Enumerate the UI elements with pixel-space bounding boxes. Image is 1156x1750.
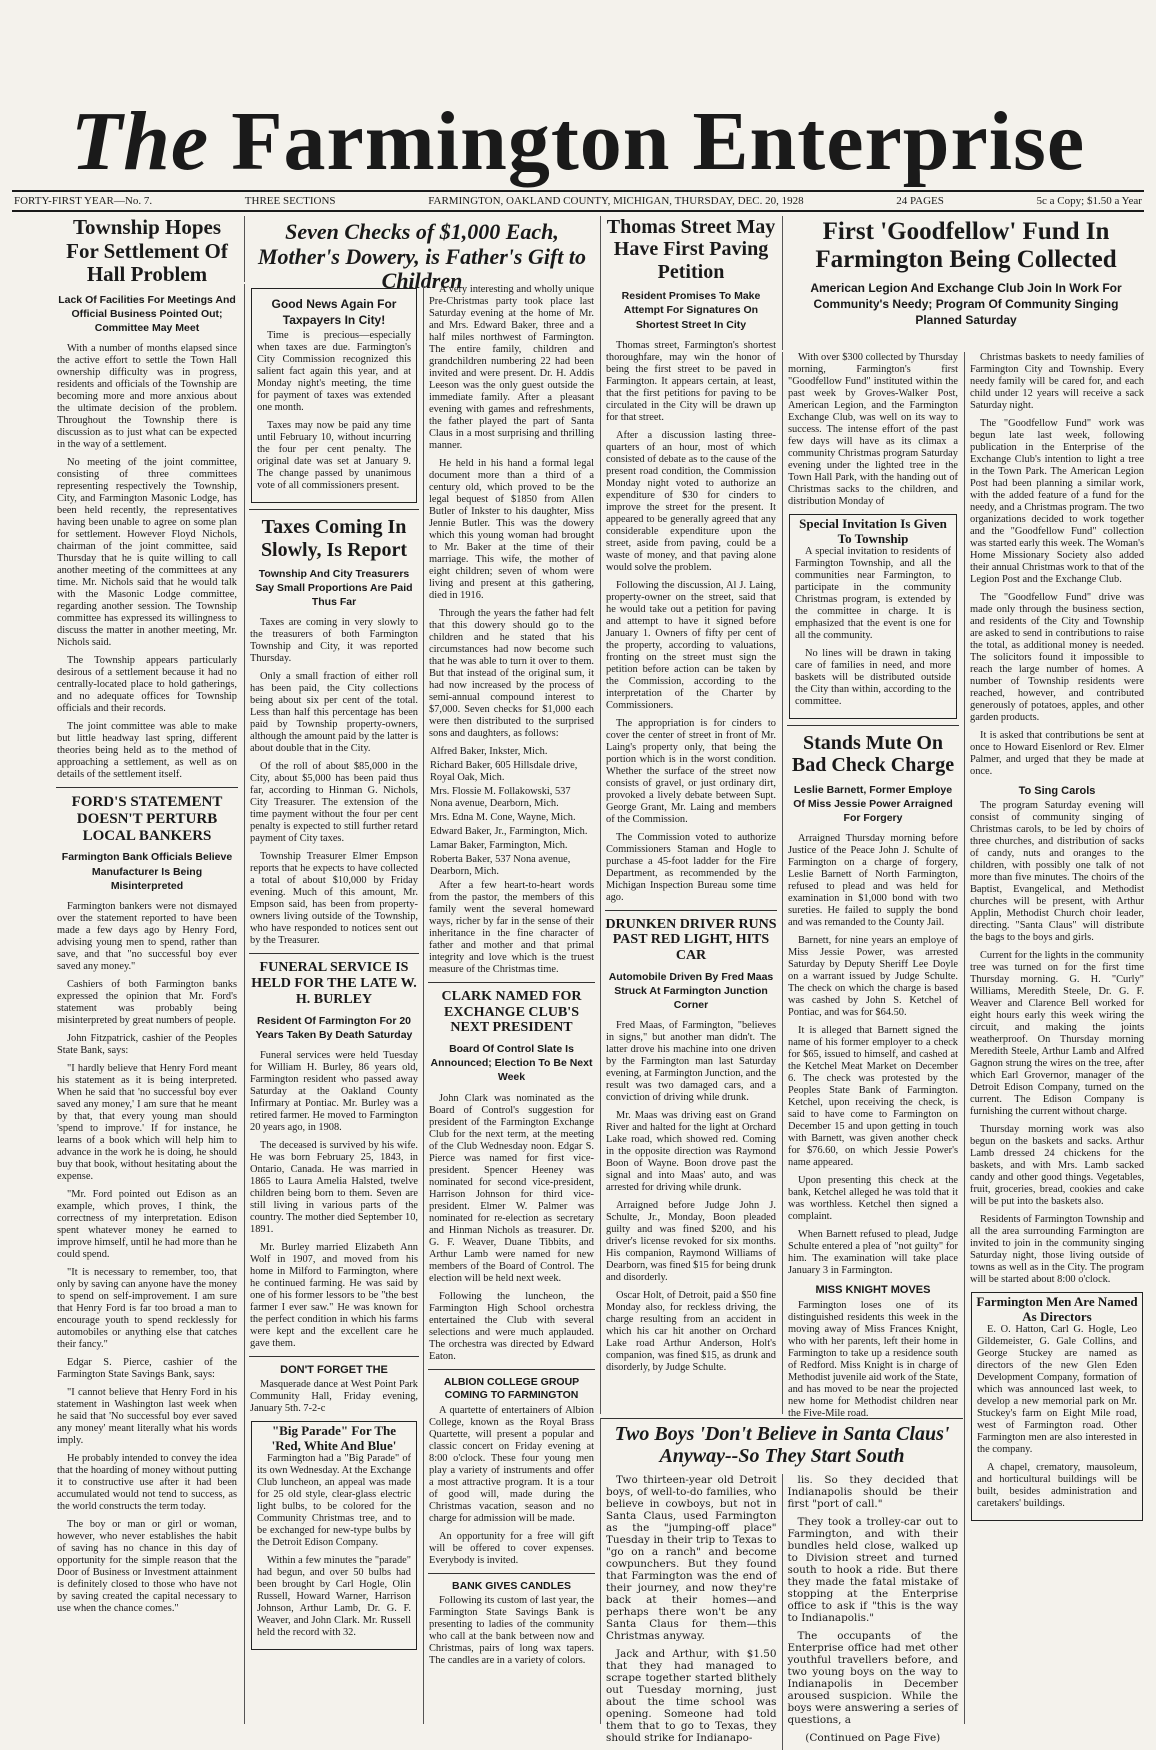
dek-bad-check: Leslie Barnett, Former Employe Of Miss Jessie Power Arraigned For Forgery: [793, 783, 953, 825]
headline-township-hall: Township Hopes For Settlement Of Hall Problem: [66, 215, 228, 287]
notice-headline: DON'T FORGET THE: [280, 1363, 388, 1376]
article-paragraph: Oscar Holt, of Detroit, paid a $50 fine Monday also, for reckless driving, the charge resulting from an accident in which his car hit another on Orchard Lake road Arthur Anderson, Holt's companion, was fined $15, as drunk and disorderly, by Judge Schulte.: [606, 1290, 776, 1374]
column-4: [600, 216, 781, 1414]
subhead-sing-carols: To Sing Carols: [1018, 785, 1096, 797]
article-paragraph: He held in his hand a formal legal document more than a third of a century old, which proved to be the legal bequest of $1850 from Allen Butler of Inkster to his daughter, Miss Jennie Butler. This was the dowery which this young woman had brought to Mr. Baker at the time of their marriage. This wife, the mother of eight children; seven of whom were living and present at this gathering, died in 1916.: [429, 458, 594, 601]
article-paragraph: The Township appears particularly desirous of a settlement because it had no centrally-located place to hold gatherings, and no adequate offices for Township officials and their records.: [57, 655, 237, 715]
article-paragraph: When Barnett refused to plead, Judge Schulte entered a plea of "not guilty" for him. The examination will take place January 3 in Farmington.: [788, 1229, 958, 1277]
story-two-boys: [600, 1418, 963, 1744]
article-paragraph: He probably intended to convey the idea that the hoarding of money without putting it to constructive use after it had been accumulated would not tend to success, as the world constructs the term today.: [57, 1452, 237, 1512]
article-paragraph: Only a small fraction of either roll has been paid, the City collections being about six per cent of the total. Less than half this percentage has been paid by Township property-owners, although the amount paid by the latter is about double that in the City.: [250, 671, 418, 755]
article-paragraph: A quartette of entertainers of Albion College, known as the Royal Brass Quartette, will present a popular and classic concert on Friday evening at 8:00 o'clock. These four young men play a variety of instruments and offer a most attractive program. It is a tour of good will, made during the Christmas vacation, season and no charge for admission will be made.: [429, 1404, 594, 1524]
article-paragraph: Farmington bankers were not dismayed over the statement reported to have been made a few days ago by Henry Ford, advising young men to spend, rather than save, and that "no successful boy ever saved any money.": [57, 900, 237, 972]
list-item: Lamar Baker, Farmington, Mich.: [430, 840, 568, 851]
dek-township-hall: Lack Of Facilities For Meetings And Official Business Pointed Out; Committee May Meet: [58, 293, 236, 334]
headline-ford-statement: FORD'S STATEMENT DOESN'T PERTURB LOCAL BANKERS: [71, 794, 223, 844]
notice-code: 7-2-c: [303, 1403, 326, 1415]
folio-price: 5c a Copy; $1.50 a Year: [1036, 195, 1142, 207]
list-item: Roberta Baker, 537 Nona avenue, Dearborn, Mich.: [430, 854, 571, 877]
continued-notice: (Continued on Page Five): [805, 1731, 941, 1744]
list-item: Mrs. Edna M. Cone, Wayne, Mich.: [430, 812, 576, 823]
column-1: [52, 216, 242, 1724]
article-paragraph: They took a trolley-car out to Farmington, and with their bundles held close, walked up to Division street and turned south to hook a ride. But there they made the fatal mistake of stopping at the Enterprise office to ask if "this is the way to Indianapolis.": [787, 1515, 958, 1624]
column-3: [423, 284, 599, 1724]
dek-funeral: Resident Of Farmington For 20 Years Taken By Death Saturday: [255, 1014, 413, 1041]
article-paragraph: The appropriation is for cinders to cover the center of street in front of Mr. Laing's property only, that being the portion which is in the worst condition. Whether the surface of the street now consists of gravel, or just ordinary dirt, provoked a lively debate between Supt. George Grant, Mr. Laing and members of the Commission.: [606, 717, 776, 825]
list-item: Edward Baker, Jr., Farmington, Mich.: [430, 826, 588, 837]
box-big-parade-headline: "Big Parade" For The 'Red, White And Blue': [271, 1423, 397, 1453]
headline-bank-candles: BANK GIVES CANDLES: [451, 1579, 571, 1592]
box-special-invitation-headline: Special Invitation Is Given To Township: [799, 516, 947, 546]
box-paragraph: E. O. Hatton, Carl G. Hogle, Leo Gildemeister, G. Gale Collins, and George Stuckey are named as directors of the new Glen Eden Development Company, formation of which was announced last week, to develop a new memorial park on Mr. Stuckey's farm on Eight Mile road, west of Farmington road. Other Farmington men are also interested in the company.: [977, 1324, 1137, 1456]
article-paragraph: Farmington loses one of its distinguished residents this week in the moving away of Miss Frances Knight, who with her parents, left their home in Farmington to take up a residence south of Redford. Miss Knight is in charge of Methodist juvenile aid work of the State, and has moved to be near the projected new home for Methodist children near the Five-Mile road.: [788, 1299, 958, 1419]
article-paragraph: Following the discussion, Al J. Laing, property-owner on the street, said that he would take out a petition for paving and attempt to have it signed before January 1. Owners of fifty per cent of the property, according to valuations, fronting on the street must sign the petition before action can be taken by the Commission, according to the interpretation of the Charter by Commissioners.: [606, 579, 776, 711]
divider: [56, 787, 238, 788]
divider: [428, 982, 595, 983]
folio-line: [12, 190, 1144, 212]
box-directors: [971, 1292, 1143, 1521]
folio-dateline: FARMINGTON, OAKLAND COUNTY, MICHIGAN, THURSDAY, DEC. 20, 1928: [428, 195, 804, 207]
article-paragraph: The Commission voted to authorize Commissioners Staman and Hogle to purchase a 45-foot ladder for the Fire Department, as recommended by the Michigan Inspection Bureau some time ago.: [606, 831, 776, 903]
box-big-parade: [251, 1421, 417, 1650]
article-paragraph: John Clark was nominated as the Board of Control's suggestion for president of the Farmington Exchange Club for the next term, at the meeting of the Club Wednesday noon. Edgar S. Pierce was named for first vice-president. Spencer Heeney was nominated for second vice-president, Harrison Johnson for third vice-president. Elmer W. Palmer was nominated for re-election as secretary and Hinman Nichols as treasurer. Dr. G. F. Weaver, Duane Tibbits, and Arthur Lamb were named for new members of the Board of Control. The election will be held next week.: [429, 1092, 594, 1284]
article-paragraph: The occupants of the Enterprise office had met other youthful travellers before, and two young boys on the way to Indianapolis in December aroused suspicion. While the boys were answering a series of questions, a: [787, 1629, 958, 1726]
article-paragraph: Of the roll of about $85,000 in the City, about $5,000 has been paid thus far, according to Hinman G. Nichols, City Treasurer. The extension of the time payment without the four per cent penalty is expected to still further retard payment of City taxes.: [250, 761, 418, 845]
headline-goodfellow: First 'Goodfellow' Fund In Farmington Being Collected: [815, 218, 1117, 273]
article-paragraph: Thursday morning work was also begun on the baskets and sacks. Arthur Lamb dressed 24 chickens for the baskets, and with Mrs. Lamb sacked candy and other good things. Vegetables, fruit, groceries, bread, cookies and cake will be put into the baskets also.: [970, 1124, 1144, 1208]
two-boys-left: [601, 1474, 783, 1750]
article-paragraph: With over $300 collected by Thursday morning, Farmington's first "Goodfellow Fund" instituted within the past week by Groves-Walker Post, American Legion, and the Farmington Exchange Club, was well on its way to success. The intense effort of the past few days will have as its climax a community Christmas program Saturday evening under the lighted tree in the Town Hall Park, with the handing out of Christmas sacks to the children, and distribution Monday of: [788, 352, 958, 507]
masthead-the: The: [70, 95, 210, 188]
article-paragraph: Christmas baskets to needy families of Farmington City and Township. Every needy family will be cared for, and each child under 12 years will receive a sack Saturday night.: [970, 352, 1144, 411]
column-6: [964, 352, 1149, 1724]
article-paragraph: After a discussion lasting three-quarters of an hour, most of which consisted of debate as to the cause of the present road condition, the Commission Monday night voted to authorize an expenditure of $30 for cinders to improve the street for the present. It appeared to be generally agreed that any considerable expenditure upon the street, aside from paving, could be a waste of money, and that paving alone would solve the problem.: [606, 429, 776, 573]
two-boys-columns: [601, 1474, 963, 1750]
article-paragraph: Jack and Arthur, with $1.50 that they had managed to scrape together started blithely out Tuesday morning, just about the time school was opening. Someone had told them that to go to Texas, they should strike for Indianapo-: [606, 1647, 777, 1744]
folio-pages: 24 PAGES: [896, 195, 944, 207]
box-good-news-headline: Good News Again For Taxpayers In City!: [271, 297, 397, 327]
article-paragraph: Arraigned Thursday morning before Justice of the Peace John J. Schulte of Farmington on a charge of forgery, Leslie Barnett of North Farmington, refused to plead and was held for examination in $1,000 bond with two sureties. He failed to supply the bond and was remanded to the County Jail.: [788, 833, 958, 929]
box-paragraph: Within a few minutes the "parade" had begun, and over 50 bulbs had been brought by Carl Hogle, Olin Russell, Howard Warner, Harrison Johnson, Arthur Lamb, Dr. G. F. Weaver, and John Clark. Mr. Russell held the record with 32.: [257, 1555, 411, 1639]
box-special-invitation: [789, 514, 957, 719]
box-directors-headline: Farmington Men Are Named As Directors: [976, 1294, 1138, 1324]
divider: [249, 953, 419, 954]
recipients-list: [430, 746, 593, 878]
box-paragraph: No lines will be drawn in taking care of families in need, and more baskets will be distributed outside the City than within, according to the committee.: [795, 648, 951, 708]
box-paragraph: Taxes may now be paid any time until February 10, without incurring the four per cent penalty. The original date was set at January 9. The change passed by unanimous vote of all commissioners present.: [257, 420, 411, 492]
two-boys-right: [783, 1474, 964, 1750]
divider: [249, 1356, 419, 1357]
article-paragraph: Two thirteen-year old Detroit boys, of well-to-do families, who believe in cowboys, but not in Santa Claus, used Farmington as the "jumping-off place" Tuesday in their trip to Texas to "go on a ranch" and become cowpunchers. But they found that Farmington was the end of their journey, and now they're back at their homes—and perhaps there won't be any Santa Claus for them—this Christmas anyway.: [606, 1473, 777, 1642]
divider: [428, 1573, 595, 1574]
article-paragraph: The "Goodfellow Fund" work was begun late last week, following publication in the Enterprise of the Exchange Club's intention to light a tree in the Town Park. The American Legion Post had been planning a similar work, with the added feature of a fund for the needy, and a Christmas program. The two organizations decided to work together and the "Goodfellow Fund" collection was started early this week. The Woman's Home Missionary Society also added their annual Christmas work to that of the Legion Post and the Exchange Club.: [970, 418, 1144, 585]
article-paragraph: lis. So they decided that Indianapolis should be their first "port of call.": [787, 1473, 958, 1510]
headline-dowery: Seven Checks of $1,000 Each, Mother's Dowery, is Father's Gift to Children: [258, 219, 586, 294]
dek-drunken-driver: Automobile Driven By Fred Maas Struck At Farmington Junction Corner: [608, 970, 774, 1012]
list-item: Richard Baker, 605 Hillsdale drive, Royal Oak, Mich.: [430, 760, 578, 783]
masthead-title: Farmington Enterprise: [231, 95, 1086, 188]
notice-text: Masquerade dance at West Point Park Community Hall, Friday evening, January 5th. 7-2-c: [250, 1379, 418, 1415]
article-paragraph: "Mr. Ford pointed out Edison as an example, which proves, I think, the correctness of my interpretation. Edison spent whatever money he earned to improve himself, until he had more than he could spend.: [57, 1188, 237, 1260]
article-paragraph: "I hardly believe that Henry Ford meant his statement as it is being interpreted. When he said that 'no successful boy ever saved any money,' I am sure that he meant by that, that every young man should 'spend to improve.' If for instance, he learns of a book which will help him to advance in the work he is doing, he should buy that book, without hesitating about the expense.: [57, 1062, 237, 1182]
divider: [249, 509, 419, 510]
headline-funeral: FUNERAL SERVICE IS HELD FOR THE LATE W. H. BURLEY: [251, 960, 417, 1007]
article-paragraph: Taxes are coming in very slowly to the treasurers of both Farmington Township and City, it was reported Thursday.: [250, 617, 418, 665]
article-paragraph: Fred Maas, of Farmington, "believes in signs," but another man didn't. The latter drove his machine into one driven by the Farmington man last Saturday evening, at Farmington Junction, and the result was two damaged cars, and a conviction of driving while drunk.: [606, 1020, 776, 1104]
article-paragraph: John Fitzpatrick, cashier of the Peoples State Bank, says:: [57, 1032, 237, 1056]
headline-taxes-slowly: Taxes Coming In Slowly, Is Report: [260, 516, 408, 561]
article-paragraph: Edgar S. Pierce, cashier of the Farmington State Savings Bank, says:: [57, 1356, 237, 1380]
article-paragraph: The program Saturday evening will consist of community singing of Christmas carols, to be led by choirs of three churches, and distribution of sacks of candy, nuts and oranges to the children, with possibly one talk of not more than five minutes. The choirs of the Baptist, Evangelical, and Methodist churches will be present, with Arthur Applin, Methodist Church choir leader, directing. "Santa Claus" will distribute the bags to the boys and girls.: [970, 800, 1144, 944]
article-paragraph: Following its custom of last year, the Farmington State Savings Bank is presenting to ladies of the community who call at the bank between now and Christmas, pairs of long wax tapers. The candles are in a variety of colors.: [429, 1595, 594, 1667]
article-paragraph: Cashiers of both Farmington banks expressed the opinion that Mr. Ford's statement was probably being misinterpreted by great numbers of people.: [57, 978, 237, 1026]
headline-two-boys: Two Boys 'Don't Believe in Santa Claus' Anyway--So They Start South: [614, 1423, 950, 1468]
article-paragraph: Residents of Farmington Township and all the area surrounding Farmington are invited to join in the community singing Saturday night, those living outside of towns as well as in the City. The program will be started about 8:00 o'clock.: [970, 1214, 1144, 1286]
box-paragraph: Time is precious—especially when taxes are due. Farmington's City Commission recognized this salient fact again this year, and at Monday night's meeting, the time for payment of taxes was extended one month.: [257, 330, 411, 414]
article-paragraph: The boy or man or girl or woman, however, who never establishes the habit of saving has no chance in this day of opportunity for the simple reason that the Door of Business or Investment attainment is definitely closed to those who have not by saving created the capital necessary to use when the chance comes.": [57, 1518, 237, 1614]
list-item: Alfred Baker, Inkster, Mich.: [430, 746, 548, 757]
article-paragraph: Mr. Maas was driving east on Grand River and halted for the light at Orchard Lake road, which showed red. Coming in the opposite direction was Raymond Boon of Wayne. Boon drove past the signal and into Maas' auto, and was arrested for driving while drunk.: [606, 1110, 776, 1194]
dek-goodfellow: American Legion And Exchange Club Join In Work For Community's Needy; Program Of Community Singing Planned Saturday: [810, 281, 1122, 328]
article-paragraph: No meeting of the joint committee, consisting of three committees representing respectively the Township, City, and Farmington Masonic Lodge, has been held recently, the representatives having been unable to agree on some plan for settlement. However Floyd Nichols, chairman of the joint committee, said Thursday that he is quite willing to call another meeting of the committees at any time. Mr. Nichols said that he would talk with the Masonic Lodge committee, regarding another session. The Township committee has expressed its willingness to discuss the matter in another meeting, Mr. Nichols said.: [57, 457, 237, 649]
article-paragraph: Following the luncheon, the Farmington High School orchestra entertained the Club with several selections and were much applauded. The orchestra was directed by Edward Eaton.: [429, 1290, 594, 1362]
headline-albion: ALBION COLLEGE GROUP COMING TO FARMINGTON: [443, 1375, 580, 1402]
dek-taxes-slowly: Township And City Treasurers Say Small Proportions Are Paid Thus Far: [255, 567, 413, 609]
article-paragraph: With a number of months elapsed since the active effort to settle the Town Hall ownership difficulty was in progress, residents and officials of the Township are becoming more and more anxious about the ultimate decision of the problem. Throughout the Township there is discussion as to just what can be expected in the way of a settlement.: [57, 343, 237, 451]
article-paragraph: The "Goodfellow Fund" drive was made only through the business section, and residents of the City and Township are asked to send in contributions to raise the total, as additional money is needed. The solicitors found it impossible to reach the large number of homes. A number of Township residents were reached, however, and contributed generously of potatoes, apples, and other garden products.: [970, 592, 1144, 723]
box-paragraph: Farmington had a "Big Parade" of its own Wednesday. At the Exchange Club luncheon, an appeal was made for 25 old style, clear-glass electric light bulbs, to be colored for the Community Christmas tree, and to be exchanged for new-type bulbs by the Detroit Edison Company.: [257, 1453, 411, 1549]
folio-sections: THREE SECTIONS: [244, 195, 336, 207]
article-paragraph: It is asked that contributions be sent at once to Howard Eisenlord or Rev. Elmer Palmer, and urged that they be made at once.: [970, 730, 1144, 777]
headline-miss-knight: MISS KNIGHT MOVES: [815, 1284, 931, 1297]
article-paragraph: An opportunity for a free will gift will be offered to cover expenses. Everybody is invited.: [429, 1530, 594, 1566]
column-5: [782, 352, 963, 1419]
dek-ford-statement: Farmington Bank Officials Believe Manufacturer Is Being Misinterpreted: [61, 851, 233, 892]
article-paragraph: "I cannot believe that Henry Ford in his statement in Washington last week when he said that 'No successful boy ever saved any money' meant literally what his words imply.: [57, 1386, 237, 1446]
headline-span-dowery: [244, 216, 599, 294]
dek-clark-named: Board Of Control Slate Is Announced; Election To Be Next Week: [430, 1043, 593, 1084]
article-paragraph: The deceased is survived by his wife. He was born February 25, 1843, in Ontario, Canada. He was married in 1865 to Laura Amelia Halsted, twelve children being born to them. Seven are still living in various parts of the country. The mother died September 10, 1891.: [250, 1139, 418, 1235]
masthead: [0, 96, 1156, 188]
article-paragraph: After a few heart-to-heart words from the pastor, the members of this family went the several homeward ways, richer by far in the sense of their inheritance in the fine character of father and mother and that primal integrity and love which is the truest measure of the Christmas time.: [429, 880, 594, 975]
headline-drunken-driver: DRUNKEN DRIVER RUNS PAST RED LIGHT, HITS CAR: [605, 916, 777, 964]
divider: [787, 725, 959, 726]
article-paragraph: "It is necessary to remember, too, that only by saving can anyone have the money to spend on self-improvement. I am sure that Henry Ford is far too broad a man to encourage youth to spend recklessly for automobiles or anything else that catches their fancy.": [57, 1266, 237, 1350]
box-paragraph: A special invitation to residents of Farmington Township, and all the communities near Farmington, to participate in the community Christmas program, is extended by the committee in charge. It is emphasized that the event is one for all the community.: [795, 546, 951, 642]
article-paragraph: Township Treasurer Elmer Empson reports that he expects to have collected a total of about $10,000 by Friday evening. Much of this amount, Mr. Empson said, has been from property-owners living outside of the Township, who have responded to notices sent out by the Treasurer.: [250, 851, 418, 947]
article-paragraph: Current for the lights in the community tree was turned on for the first time Thursday morning. G. H. "Curly" Williams, Meredith Steele, Dr. G. F. Weaver and Clarence Bell worked for eight hours early this week wiring the circuit, and making the joints weatherproof. On Thursday morning Meredith Steele, Arthur Lamb and Alfred Gagnon strung the wires on the tree, after which Earl Grovernor, manager of the Detroit Edison Company, turned on the current. The Edison Company is furnishing the current without charge.: [970, 950, 1144, 1118]
article-paragraph: Arraigned before Judge John J. Schulte, Jr., Monday, Boon pleaded guilty and was fined $200, and his driver's license revoked for six months. His companion, Raymond Williams of Dearborn, was fined $15 for being drunk and disorderly.: [606, 1200, 776, 1284]
headline-span-goodfellow: [782, 216, 1149, 350]
divider: [605, 910, 777, 911]
article-paragraph: Mr. Burley married Elizabeth Ann Wolf in 1907, and moved from his home in Milford to Farmington, where he continued farming. He was said by one of his former lessors to be "the best farmer I ever saw." He was known for the perfect condition in which his farms were kept and the excellent care he gave them.: [250, 1241, 418, 1349]
article-paragraph: Thomas street, Farmington's shortest thoroughfare, may win the honor of being the first street to be paved in Farmington. It appears certain, at least, that the first petitions for paving to be circulated in the City will be drawn up for that street.: [606, 339, 776, 423]
headline-clark-named: CLARK NAMED FOR EXCHANGE CLUB'S NEXT PRESIDENT: [441, 989, 582, 1036]
headline-thomas-street: Thomas Street May Have First Paving Petition: [606, 216, 776, 283]
headline-bad-check: Stands Mute On Bad Check Charge: [791, 732, 955, 777]
article-paragraph: The joint committee was able to make but little headway last spring, different theories being held as to the method of approaching a settlement, as well as on details of the settlement itself.: [57, 721, 237, 781]
article-paragraph: Upon presenting this check at the bank, Ketchel alleged he was told that it was worthless. Ketchel then signed a complaint.: [788, 1175, 958, 1223]
article-paragraph: A very interesting and wholly unique Pre-Christmas party took place last Saturday evening at the home of Mr. and Mrs. Edward Baker, three and a half miles northwest of Farmington. The entire family, children and grandchildren numbering 22 had been invited and were present. Dr. H. Addis Leeson was the only guest outside the immediate family. After a pleasant evening with games and refreshments, the father played the part of Santa Claus in a most surprising and thrilling manner.: [429, 284, 594, 451]
divider: [428, 1369, 595, 1370]
folio-year: FORTY-FIRST YEAR—No. 7.: [14, 195, 153, 207]
box-paragraph: A chapel, crematory, mausoleum, and horticultural buildings will be built, besides administration and caretakers' buildings.: [977, 1462, 1137, 1510]
article-paragraph: Funeral services were held Tuesday for William H. Burley, 86 years old, Farmington resident who passed away Saturday at the Oakland County Infirmary at Pontiac. Mr. Burley was a retired farmer. He moved to Farmington 20 years ago, in 1908.: [250, 1049, 418, 1133]
article-paragraph: Through the years the father had felt that this dowery should go to the children and he stated that his circumstances had now become such that he was able to turn it over to them. But that instead of the original sum, it had now increased by the process of semi-annual compound interest to $7,000. Seven checks for $1,000 each were then distributed to the surprised sons and daughters, as follows:: [429, 608, 594, 739]
column-2: [244, 284, 423, 1724]
article-paragraph: Barnett, for nine years an employe of Miss Jessie Power, was arrested Saturday by Deputy Sheriff Lee Doyle on a warrant issued by Judge Schulte. The check on which the charge is based was cashed by John S. Ketchel of Pontiac, and was for $64.50.: [788, 935, 958, 1019]
dek-thomas-street: Resident Promises To Make Attempt For Signatures On Shortest Street In City: [621, 290, 761, 331]
box-good-news: [251, 288, 417, 503]
article-paragraph: It is alleged that Barnett signed the name of his former employer to a check for $65, issued to himself, and cashed at the Ketchel Meat Market on December 6. The check was protested by the Peoples State Bank of Farmington. Ketchel, upon receiving the check, is said to have come to Farmington on December 15 and upon getting in touch with Barnett, was given another check for $76.60, on which Jessie Power's name appeared.: [788, 1025, 958, 1169]
list-item: Mrs. Flossie M. Follakowski, 537 Nona avenue, Dearborn, Mich.: [430, 786, 571, 809]
